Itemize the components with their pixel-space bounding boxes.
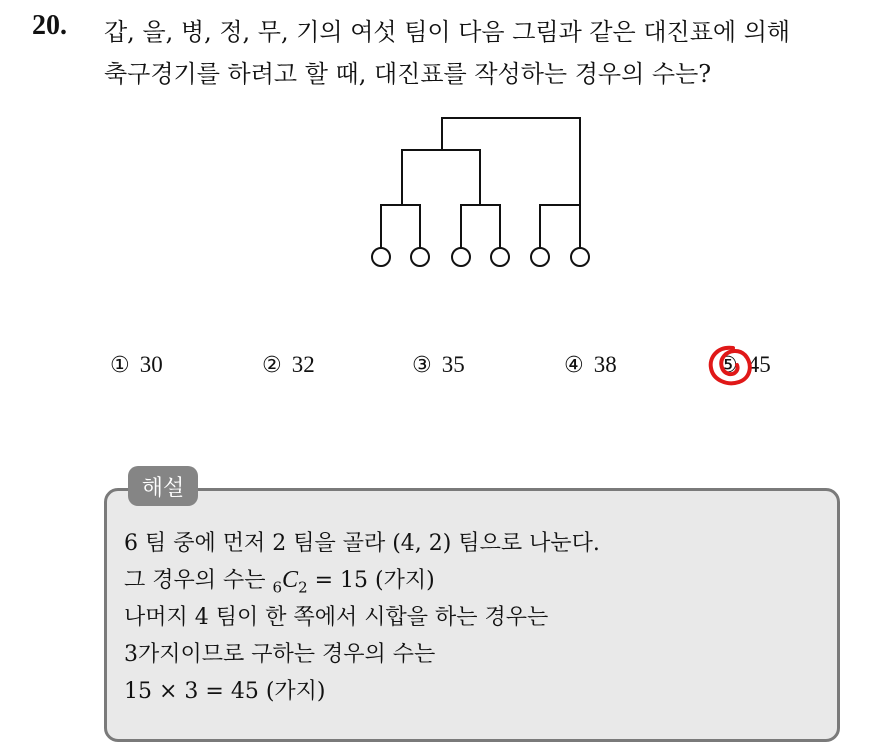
combination-symbol: C [282, 567, 299, 593]
question-text-line-2: 축구경기를 하려고 할 때, 대진표를 작성하는 경우의 수는? [104, 60, 712, 88]
choice-5-mark: ⑤ [718, 353, 738, 378]
team-slot-2 [411, 248, 429, 266]
choice-1-value: 30 [139, 352, 163, 377]
combination-n: 6 [272, 578, 283, 597]
team-slot-3 [452, 248, 470, 266]
solution-line-5: 15 × 3 = 45 (가지) [124, 679, 326, 704]
choice-3-value: 35 [441, 352, 465, 377]
solution-tag: 해설 [128, 466, 198, 506]
bracket-line-semifinal [402, 150, 480, 205]
question-text-line-1: 갑, 을, 병, 정, 무, 기의 여섯 팀이 다음 그림과 같은 대진표에 의해 [104, 18, 791, 46]
solution-line-2 [124, 563, 435, 596]
bracket-line-final [442, 118, 580, 205]
choice-2[interactable] [262, 352, 315, 378]
solution-line-3: 나머지 4 팀이 한 쪽에서 시합을 하는 경우는 [124, 605, 549, 630]
choice-4-value: 38 [593, 352, 617, 377]
combination-r: 2 [298, 578, 308, 597]
choice-1[interactable] [110, 352, 163, 378]
choice-4[interactable] [564, 352, 617, 378]
answer-circle-mark [703, 340, 759, 392]
team-slot-6 [571, 248, 589, 266]
choice-4-mark: ④ [564, 353, 584, 378]
solution-line-1: 6 팀 중에 먼저 2 팀을 골라 (4, 2) 팀으로 나눈다. [124, 531, 600, 556]
choice-5-value: 45 [747, 352, 771, 377]
team-slot-5 [531, 248, 549, 266]
choice-2-mark: ② [262, 353, 282, 378]
solution-line-2-prefix: 그 경우의 수는 [124, 568, 273, 593]
choice-3[interactable] [412, 352, 465, 378]
choice-1-mark: ① [110, 353, 130, 378]
question-number: 20. [32, 10, 67, 41]
team-slot-4 [491, 248, 509, 266]
solution-line-2-suffix: = 15 (가지) [307, 568, 435, 593]
choice-3-mark: ③ [412, 353, 432, 378]
tournament-bracket-diagram [0, 0, 884, 300]
team-slot-1 [372, 248, 390, 266]
choice-2-value: 32 [291, 352, 315, 377]
solution-line-4: 3가지이므로 구하는 경우의 수는 [124, 642, 436, 667]
